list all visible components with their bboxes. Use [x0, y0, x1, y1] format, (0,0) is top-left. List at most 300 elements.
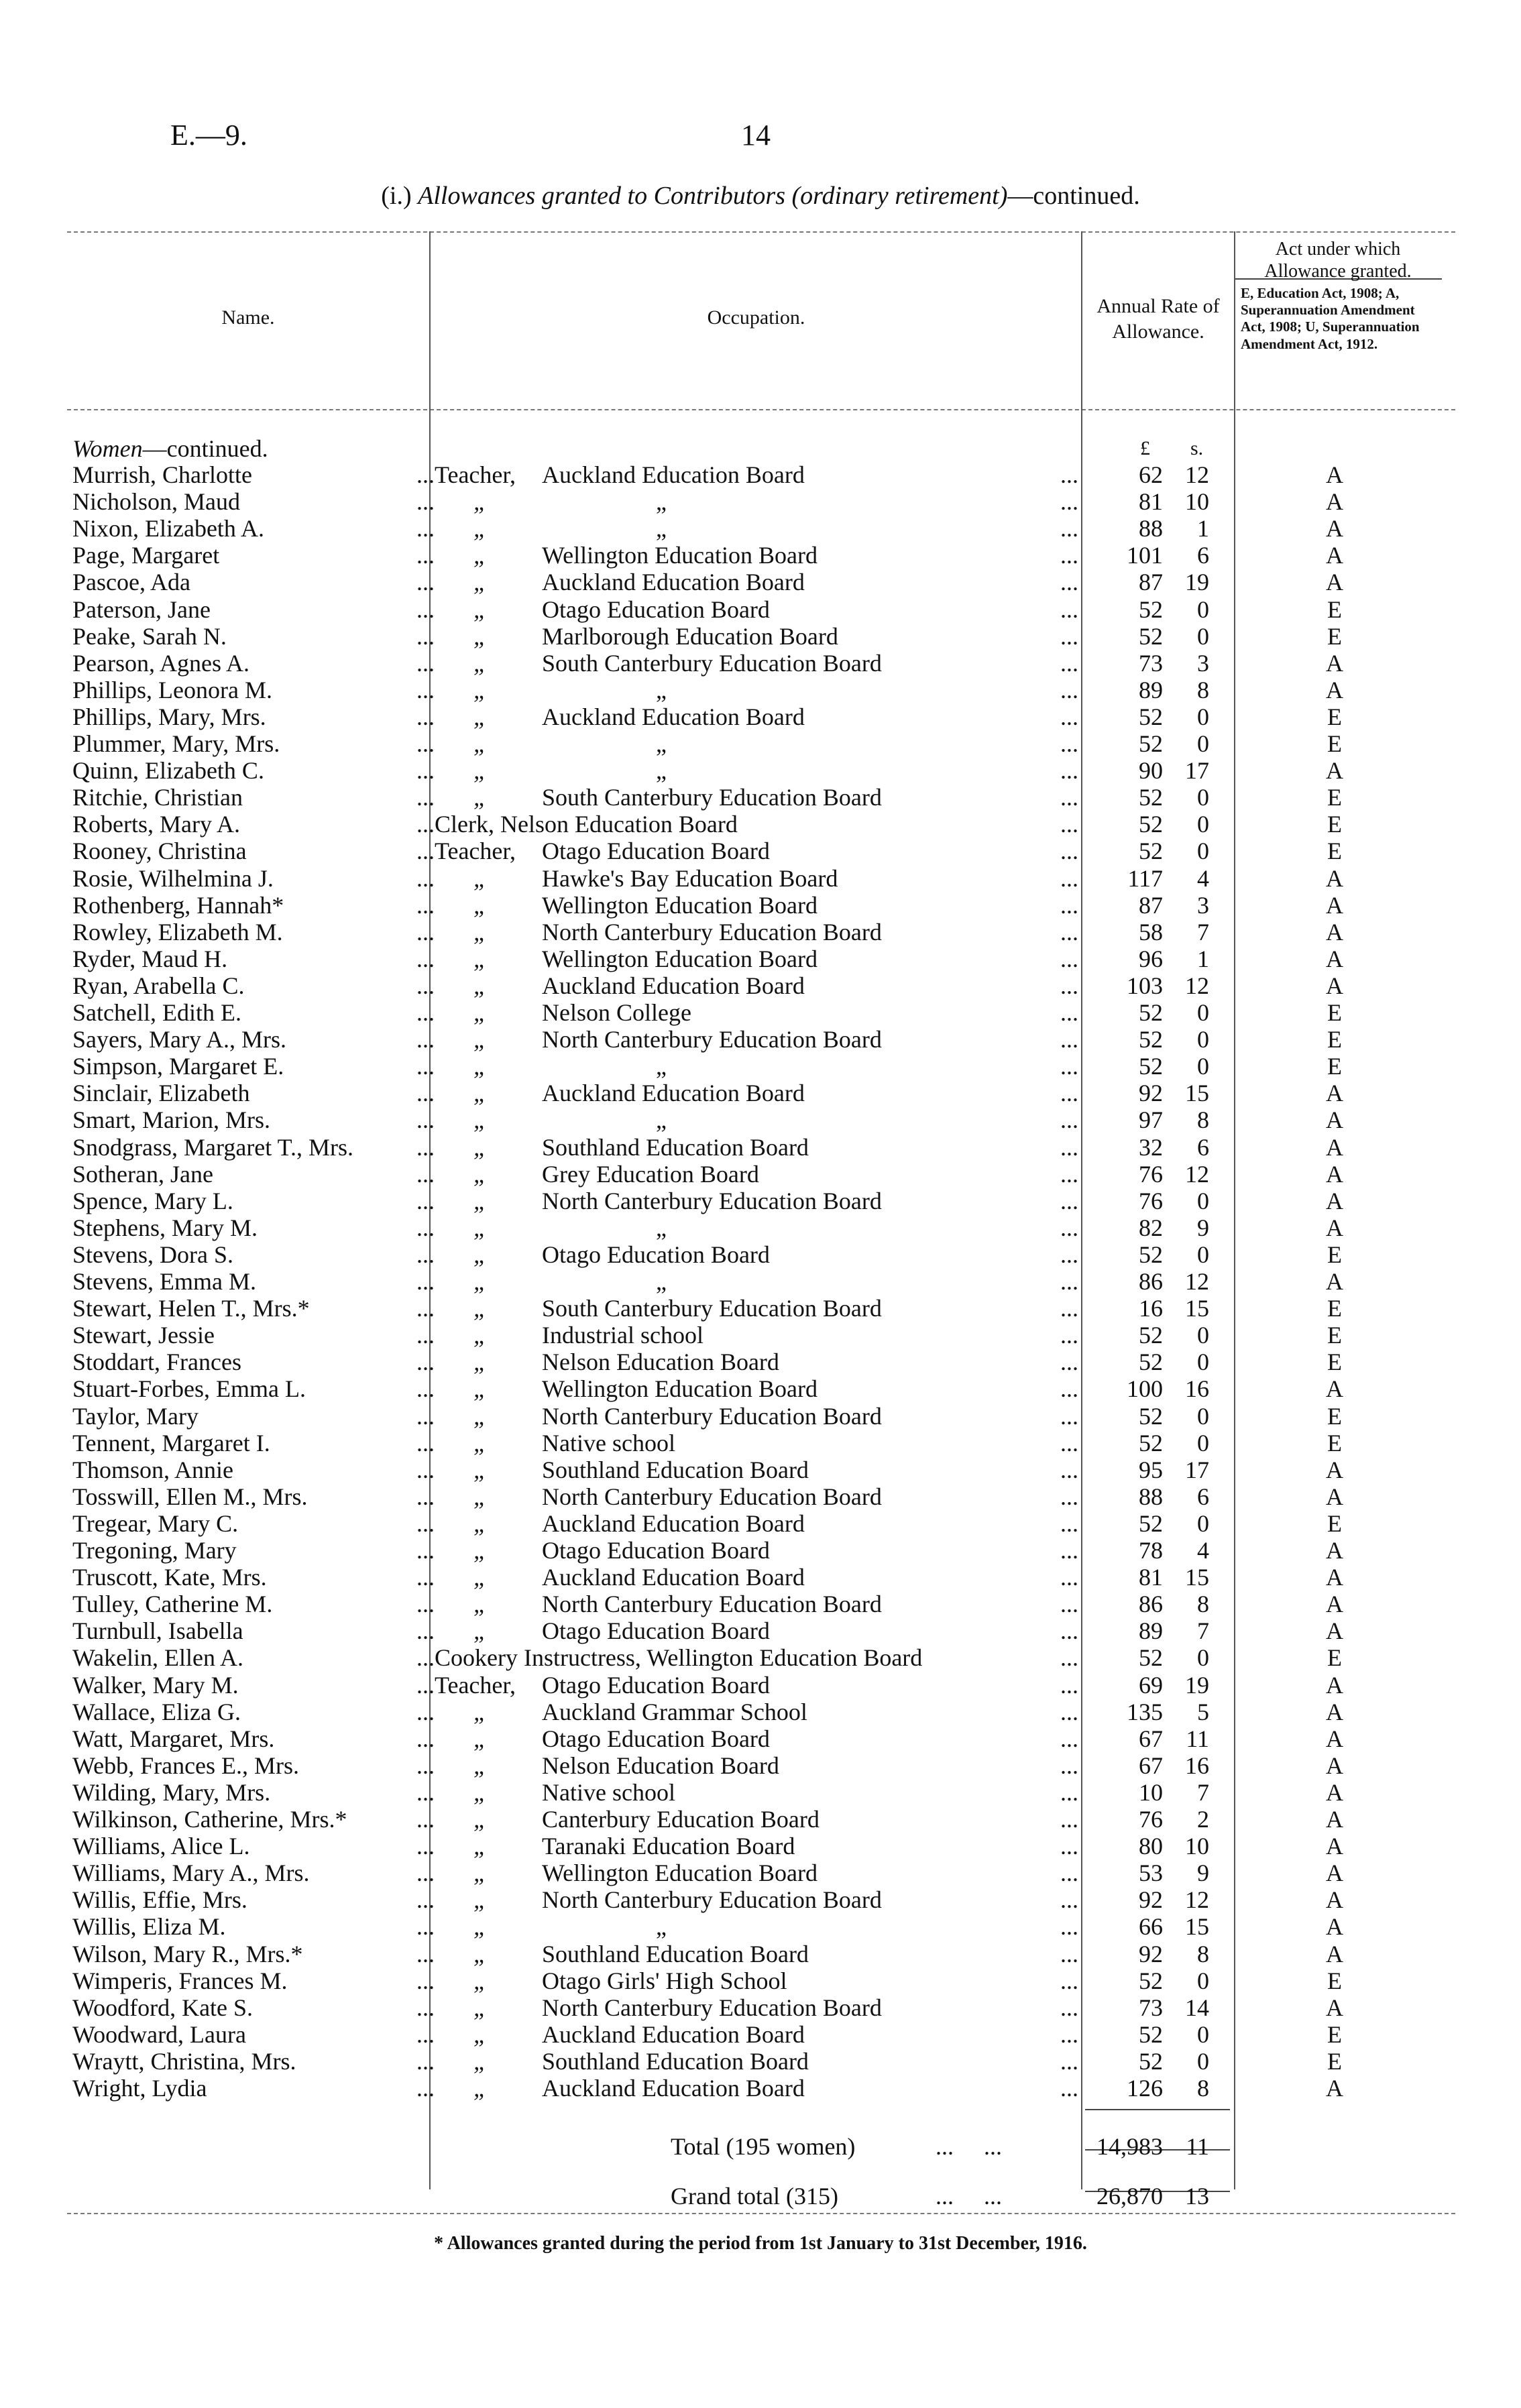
table-row — [0, 838, 1521, 864]
row-pounds: 97 — [1139, 1106, 1163, 1134]
women-total-dots: ... ... — [936, 2133, 1002, 2160]
row-act: A — [1326, 542, 1343, 569]
table-row — [0, 1375, 1521, 1402]
row-occupation-leader: ... — [1060, 1349, 1078, 1376]
row-name — [72, 945, 435, 972]
row-name-leader: ... — [416, 1080, 435, 1107]
row-name-text: Rosie, Wilhelmina J. — [72, 864, 274, 892]
row-shillings: 0 — [1197, 811, 1209, 838]
table-title — [0, 181, 1521, 211]
ditto-mark: „ — [473, 730, 488, 757]
ditto-mark: „ — [473, 1241, 488, 1268]
row-name-text: Roberts, Mary A. — [72, 811, 240, 838]
row-name — [72, 757, 435, 784]
table-row — [0, 1403, 1521, 1430]
ditto-mark: „ — [473, 1994, 488, 2021]
row-pounds: 82 — [1139, 1214, 1163, 1241]
row-occupation-text: „ — [656, 1214, 667, 1241]
row-pounds: 52 — [1139, 1429, 1163, 1456]
row-occupation-leader: ... — [1060, 569, 1078, 596]
table-row — [0, 892, 1521, 919]
ditto-mark: „ — [473, 999, 488, 1026]
row-occupation-text: „ — [656, 757, 667, 785]
row-occupation-text: Otago Girls' High School — [542, 1967, 787, 1994]
row-name — [72, 1241, 435, 1268]
row-occupation-prefix: Teacher, — [435, 1671, 516, 1699]
row-pounds: 52 — [1139, 622, 1163, 650]
row-pounds: 52 — [1139, 595, 1163, 623]
row-name — [72, 1295, 435, 1322]
row-pounds: 52 — [1139, 811, 1163, 838]
row-name — [72, 488, 435, 515]
row-occupation-leader: ... — [1060, 1106, 1078, 1134]
row-name-leader: ... — [416, 1994, 435, 2021]
row-occupation-leader: ... — [1060, 542, 1078, 569]
grand-total-shillings: 13 — [1185, 2183, 1209, 2210]
row-pounds: 78 — [1139, 1537, 1163, 1564]
row-name-text: Murrish, Charlotte — [72, 461, 252, 488]
row-act: A — [1326, 1268, 1343, 1295]
row-shillings: 5 — [1197, 1698, 1209, 1725]
row-shillings: 0 — [1197, 1509, 1209, 1537]
row-occupation-leader: ... — [1060, 1295, 1078, 1322]
row-name-leader: ... — [416, 1833, 435, 1860]
row-shillings: 10 — [1185, 488, 1209, 516]
row-pounds: 81 — [1139, 1564, 1163, 1591]
row-name-leader: ... — [416, 1241, 435, 1268]
row-name — [72, 1644, 435, 1671]
row-name-text: Rooney, Christina — [72, 838, 247, 865]
row-name-leader: ... — [416, 891, 435, 919]
ditto-mark: „ — [473, 1509, 488, 1537]
table-row — [0, 1510, 1521, 1537]
header-top-rule — [67, 231, 1455, 233]
row-act: E — [1327, 1349, 1342, 1376]
row-pounds: 89 — [1139, 676, 1163, 703]
row-pounds: 52 — [1139, 1322, 1163, 1349]
row-occupation-text: Southland Education Board — [542, 2047, 809, 2075]
row-occupation-text: Marlborough Education Board — [542, 622, 838, 650]
row-pounds: 52 — [1139, 999, 1163, 1026]
row-act: E — [1327, 1402, 1342, 1430]
row-shillings: 15 — [1185, 1295, 1209, 1322]
row-act: A — [1326, 1187, 1343, 1214]
row-pounds: 52 — [1139, 1509, 1163, 1537]
row-name-text: Stuart-Forbes, Emma L. — [72, 1375, 306, 1403]
row-name-leader: ... — [416, 1886, 435, 1914]
row-name — [72, 1752, 435, 1779]
row-act: A — [1326, 1617, 1343, 1645]
ditto-mark: „ — [473, 1268, 488, 1295]
row-occupation-text: Hawke's Bay Education Board — [542, 864, 838, 892]
table-row — [0, 1699, 1521, 1725]
row-shillings: 12 — [1185, 1886, 1209, 1914]
row-name — [72, 1456, 435, 1483]
row-act: A — [1326, 1913, 1343, 1941]
row-occupation-leader: ... — [1060, 1429, 1078, 1456]
row-shillings: 14 — [1185, 1994, 1209, 2021]
row-occupation-leader: ... — [1060, 757, 1078, 785]
row-pounds: 95 — [1139, 1456, 1163, 1483]
table-row — [0, 1779, 1521, 1806]
row-name-leader: ... — [416, 649, 435, 677]
ditto-mark: „ — [473, 1322, 488, 1349]
row-name-text: Thomson, Annie — [72, 1456, 233, 1483]
row-act: A — [1326, 1859, 1343, 1887]
table-row — [0, 596, 1521, 623]
row-name-text: Paterson, Jane — [72, 595, 211, 623]
row-occupation-leader: ... — [1060, 1509, 1078, 1537]
row-occupation-text: Otago Education Board — [542, 1241, 770, 1268]
row-pounds: 52 — [1139, 1053, 1163, 1080]
ditto-mark: „ — [473, 542, 488, 569]
row-act: A — [1326, 972, 1343, 999]
ditto-mark: „ — [473, 1967, 488, 1994]
row-pounds: 86 — [1139, 1268, 1163, 1295]
row-pounds: 52 — [1139, 1402, 1163, 1430]
row-name-text: Rothenberg, Hannah* — [72, 891, 284, 919]
row-pounds: 73 — [1139, 1994, 1163, 2021]
row-pounds: 52 — [1139, 1349, 1163, 1376]
row-name — [72, 838, 435, 864]
row-name-text: Tregoning, Mary — [72, 1537, 237, 1564]
row-shillings: 2 — [1197, 1806, 1209, 1833]
table-row — [0, 1859, 1521, 1886]
row-occupation-leader: ... — [1060, 1080, 1078, 1107]
row-name-leader: ... — [416, 864, 435, 892]
row-shillings: 0 — [1197, 2020, 1209, 2048]
row-name-leader: ... — [416, 1160, 435, 1188]
row-occupation-text: Wellington Education Board — [542, 891, 818, 919]
row-occupation-leader: ... — [1060, 838, 1078, 865]
row-pounds: 66 — [1139, 1913, 1163, 1941]
row-occupation-prefix: Teacher, — [435, 461, 516, 488]
row-name — [72, 1134, 435, 1161]
row-shillings: 10 — [1185, 1833, 1209, 1860]
row-pounds: 80 — [1139, 1833, 1163, 1860]
table-row — [0, 1295, 1521, 1322]
row-name — [72, 1591, 435, 1617]
row-act: E — [1327, 1295, 1342, 1322]
row-name — [72, 784, 435, 811]
ditto-mark: „ — [473, 515, 488, 542]
row-shillings: 16 — [1185, 1752, 1209, 1779]
row-occupation-leader: ... — [1060, 676, 1078, 703]
ditto-mark: „ — [473, 1913, 488, 1941]
row-name — [72, 1617, 435, 1644]
row-shillings: 0 — [1197, 730, 1209, 757]
row-pounds: 16 — [1139, 1295, 1163, 1322]
ditto-mark: „ — [473, 1859, 488, 1887]
row-shillings: 0 — [1197, 1322, 1209, 1349]
row-occupation-leader: ... — [1060, 488, 1078, 516]
row-occupation-leader: ... — [1060, 2047, 1078, 2075]
row-name — [72, 1510, 435, 1537]
row-name-text: Willis, Effie, Mrs. — [72, 1886, 247, 1914]
table-row — [0, 1994, 1521, 2021]
row-act: A — [1326, 461, 1343, 488]
table-row — [0, 1430, 1521, 1456]
row-occupation-text: North Canterbury Education Board — [542, 918, 882, 945]
column-header-act-key: E, Education Act, 1908; A, Superannuation Amendment Act, 1908; U, Superannuation Amendment Act, 1912. — [1241, 285, 1420, 352]
ditto-mark: „ — [473, 864, 488, 892]
row-name-text: Webb, Frances E., Mrs. — [72, 1752, 300, 1779]
row-act: A — [1326, 1591, 1343, 1618]
row-name — [72, 1725, 435, 1752]
section-heading-suffix: —continued. — [142, 435, 268, 462]
row-act: E — [1327, 1509, 1342, 1537]
table-row — [0, 2021, 1521, 2048]
row-name-text: Peake, Sarah N. — [72, 622, 227, 650]
row-name-text: Wilson, Mary R., Mrs.* — [72, 1940, 303, 1967]
row-pounds: 92 — [1139, 1886, 1163, 1914]
ditto-mark: „ — [473, 1295, 488, 1322]
row-name-text: Wakelin, Ellen A. — [72, 1644, 244, 1672]
row-shillings: 0 — [1197, 1053, 1209, 1080]
row-occupation-text: Otago Education Board — [542, 1617, 770, 1645]
row-name — [72, 1322, 435, 1349]
row-name-leader: ... — [416, 1671, 435, 1699]
women-total-label: Total (195 women) — [671, 2133, 856, 2160]
row-name-leader: ... — [416, 1349, 435, 1376]
row-name-text: Woodward, Laura — [72, 2020, 246, 2048]
ditto-mark: „ — [473, 1349, 488, 1376]
row-pounds: 101 — [1127, 542, 1163, 569]
row-shillings: 19 — [1185, 569, 1209, 596]
row-name-leader: ... — [416, 2075, 435, 2102]
row-name — [72, 1913, 435, 1940]
row-act: A — [1326, 1080, 1343, 1107]
row-act: A — [1326, 891, 1343, 919]
row-shillings: 8 — [1197, 1106, 1209, 1134]
row-occupation-text: Native school — [542, 1429, 675, 1456]
row-occupation-text: Auckland Education Board — [542, 703, 805, 730]
section-heading-italic: Women — [72, 435, 143, 462]
row-name-leader: ... — [416, 515, 435, 542]
row-occupation-leader: ... — [1060, 1133, 1078, 1161]
row-name — [72, 515, 435, 542]
row-occupation-text: North Canterbury Education Board — [542, 1591, 882, 1618]
ditto-mark: „ — [473, 2075, 488, 2102]
row-name-leader: ... — [416, 595, 435, 623]
row-pounds: 53 — [1139, 1859, 1163, 1887]
row-name-text: Williams, Mary A., Mrs. — [72, 1859, 310, 1887]
row-name-leader: ... — [416, 1429, 435, 1456]
row-name — [72, 1967, 435, 1994]
table-row — [0, 1349, 1521, 1375]
row-occupation-leader: ... — [1060, 730, 1078, 757]
row-act: A — [1326, 515, 1343, 542]
row-occupation-text: Nelson Education Board — [542, 1752, 779, 1779]
row-name-leader: ... — [416, 784, 435, 811]
row-shillings: 0 — [1197, 595, 1209, 623]
row-pounds: 135 — [1127, 1698, 1163, 1725]
row-occupation-text: „ — [656, 1913, 667, 1941]
row-occupation-leader: ... — [1060, 1564, 1078, 1591]
row-act: A — [1326, 676, 1343, 703]
row-occupation-leader: ... — [1060, 864, 1078, 892]
row-name — [72, 1994, 435, 2021]
row-name-leader: ... — [416, 918, 435, 945]
row-act: E — [1327, 1053, 1342, 1080]
row-name-leader: ... — [416, 1509, 435, 1537]
row-name — [72, 1699, 435, 1725]
row-occupation-text: Otago Education Board — [542, 838, 770, 865]
row-shillings: 8 — [1197, 1591, 1209, 1618]
row-pounds: 52 — [1139, 1026, 1163, 1053]
row-name-leader: ... — [416, 461, 435, 488]
table-row — [0, 1725, 1521, 1752]
row-name — [72, 1564, 435, 1591]
row-occupation-leader: ... — [1060, 784, 1078, 811]
row-occupation-leader: ... — [1060, 1187, 1078, 1214]
row-act: A — [1326, 945, 1343, 972]
row-name — [72, 2048, 435, 2075]
row-pounds: 58 — [1139, 918, 1163, 945]
table-row — [0, 1134, 1521, 1161]
row-occupation-leader: ... — [1060, 1671, 1078, 1699]
row-name — [72, 919, 435, 945]
row-name — [72, 730, 435, 757]
row-pounds: 52 — [1139, 2020, 1163, 2048]
row-name — [72, 1214, 435, 1241]
row-occupation-leader: ... — [1060, 1994, 1078, 2021]
row-name-leader: ... — [416, 972, 435, 999]
row-name-leader: ... — [416, 1725, 435, 1752]
row-shillings: 9 — [1197, 1859, 1209, 1887]
ditto-mark: „ — [473, 945, 488, 972]
row-act: A — [1326, 1671, 1343, 1699]
row-name-text: Stewart, Helen T., Mrs.* — [72, 1295, 310, 1322]
row-name-text: Quinn, Elizabeth C. — [72, 757, 264, 785]
row-shillings: 0 — [1197, 2047, 1209, 2075]
row-name — [72, 542, 435, 569]
row-act: A — [1326, 569, 1343, 596]
row-name-text: Wilkinson, Catherine, Mrs.* — [72, 1806, 347, 1833]
row-act: E — [1327, 1322, 1342, 1349]
row-shillings: 12 — [1185, 1160, 1209, 1188]
column-header-name: Name. — [221, 306, 275, 329]
ditto-mark: „ — [473, 1214, 488, 1241]
row-occupation-text: Wellington Education Board — [542, 542, 818, 569]
row-occupation-leader: ... — [1060, 1214, 1078, 1241]
row-pounds: 96 — [1139, 945, 1163, 972]
row-name-leader: ... — [416, 1133, 435, 1161]
row-name — [72, 596, 435, 623]
row-occupation-leader: ... — [1060, 1591, 1078, 1618]
row-occupation-leader: ... — [1060, 1375, 1078, 1403]
row-pounds: 103 — [1127, 972, 1163, 999]
row-shillings: 0 — [1197, 703, 1209, 730]
row-occupation-text: North Canterbury Education Board — [542, 1187, 882, 1214]
row-occupation-leader: ... — [1060, 1778, 1078, 1806]
row-occupation-leader: ... — [1060, 1268, 1078, 1295]
row-name-leader: ... — [416, 1591, 435, 1618]
row-occupation-leader: ... — [1060, 649, 1078, 677]
table-row — [0, 1026, 1521, 1053]
row-shillings: 6 — [1197, 1483, 1209, 1510]
table-row — [0, 461, 1521, 488]
table-row — [0, 1268, 1521, 1295]
table-row — [0, 1752, 1521, 1779]
row-act: E — [1327, 838, 1342, 865]
row-name-text: Turnbull, Isabella — [72, 1617, 243, 1645]
ditto-mark: „ — [473, 918, 488, 945]
row-shillings: 0 — [1197, 622, 1209, 650]
row-occupation-text: Auckland Education Board — [542, 2020, 805, 2048]
row-occupation-leader: ... — [1060, 1940, 1078, 1967]
row-pounds: 76 — [1139, 1806, 1163, 1833]
row-name — [72, 1833, 435, 1859]
row-name — [72, 1941, 435, 1967]
table-row — [0, 1456, 1521, 1483]
row-act: A — [1326, 1375, 1343, 1403]
row-occupation-text: Otago Education Board — [542, 1725, 770, 1752]
row-name-text: Satchell, Edith E. — [72, 999, 241, 1026]
row-act: E — [1327, 1644, 1342, 1672]
row-name — [72, 1806, 435, 1833]
page-number: 14 — [741, 119, 771, 152]
ditto-mark: „ — [473, 757, 488, 785]
row-occupation-text: South Canterbury Education Board — [542, 1295, 882, 1322]
row-name — [72, 1188, 435, 1214]
row-occupation-text: Wellington Education Board — [542, 945, 818, 972]
row-occupation-leader: ... — [1060, 1053, 1078, 1080]
row-name-text: Page, Margaret — [72, 542, 220, 569]
table-row — [0, 1106, 1521, 1133]
table-row — [0, 2048, 1521, 2075]
row-name — [72, 1886, 435, 1913]
row-name — [72, 1106, 435, 1133]
row-act: A — [1326, 1564, 1343, 1591]
table-row — [0, 1537, 1521, 1564]
row-name-text: Wallace, Eliza G. — [72, 1698, 241, 1725]
ditto-mark: „ — [473, 649, 488, 677]
ditto-mark: „ — [473, 1106, 488, 1134]
row-name-leader: ... — [416, 1752, 435, 1779]
row-pounds: 88 — [1139, 1483, 1163, 1510]
ditto-mark: „ — [473, 569, 488, 596]
table-row — [0, 1322, 1521, 1349]
row-name — [72, 1268, 435, 1295]
table-row — [0, 1053, 1521, 1080]
row-name-text: Tregear, Mary C. — [72, 1509, 239, 1537]
row-occupation-text: Southland Education Board — [542, 1133, 809, 1161]
column-header-occupation: Occupation. — [707, 306, 805, 329]
row-name — [72, 1859, 435, 1886]
row-name-leader: ... — [416, 730, 435, 757]
row-shillings: 7 — [1197, 1617, 1209, 1645]
row-name — [72, 1161, 435, 1188]
row-name-text: Wilding, Mary, Mrs. — [72, 1778, 271, 1806]
row-shillings: 0 — [1197, 1429, 1209, 1456]
row-act: A — [1326, 1940, 1343, 1967]
table-title-italic: Allowances granted to Contributors (ordinary retirement) — [418, 182, 1008, 210]
row-act: A — [1326, 2075, 1343, 2102]
table-title-suffix: —continued. — [1007, 182, 1140, 210]
row-pounds: 69 — [1139, 1671, 1163, 1699]
row-act: E — [1327, 2020, 1342, 2048]
ditto-mark: „ — [473, 1591, 488, 1618]
table-row — [0, 542, 1521, 569]
row-name-leader: ... — [416, 1967, 435, 1994]
table-row — [0, 1591, 1521, 1617]
row-name-leader: ... — [416, 811, 435, 838]
row-act: E — [1327, 1429, 1342, 1456]
table-row — [0, 515, 1521, 542]
row-name-text: Wimperis, Frances M. — [72, 1967, 288, 1994]
row-name-leader: ... — [416, 1644, 435, 1672]
